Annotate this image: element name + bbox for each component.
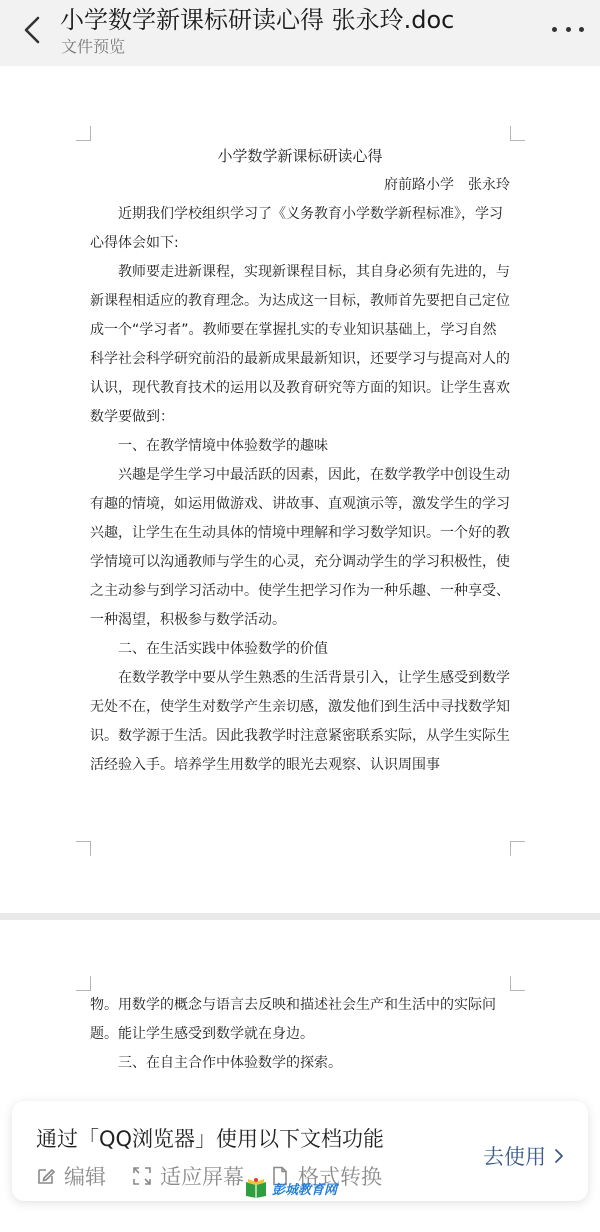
- edit-feature[interactable]: [36, 1161, 106, 1191]
- document-paragraph: 物。用数学的概念与语言去反映和描述社会生产和生活中的实际问题。能让学生感受到数学就在身边。: [90, 997, 496, 1042]
- top-bar: [0, 0, 600, 66]
- crop-mark: [76, 976, 91, 991]
- document-paragraph: 近期我们学校组织学习了《义务教育小学数学新程标准》，学习心得体会如下:: [90, 206, 503, 251]
- use-now-button[interactable]: [483, 1141, 564, 1171]
- crop-mark: [510, 976, 525, 991]
- document-paragraph: 在数学教学中要从学生熟悉的生活背景引入，让学生感受到数学无处不在，使学生对数学产生亲切感，激发他们到生活中寻找数学知识。数学源于生活。因此我教学时注意紧密联系实际，从学生实际生活经验入手。培养学生用数学的眼光去观察、认识周围事: [90, 670, 510, 773]
- crop-mark: [76, 841, 91, 856]
- edit-icon: [36, 1166, 56, 1186]
- document-paragraph: 教师要走进新课程，实现新课程目标，其自身必须有先进的，与新课程相适应的教育理念。为达成这一目标，教师首先要把自己定位成一个“学习者”。教师要在掌握扎实的专业知识基础上，学习自然科学社会科学研究前沿的最新成果最新知识，还要学习与提高对人的认识，现代教育技术的运用以及教育研究等方面的知识。让学生喜欢数学要做到：: [90, 264, 510, 425]
- use-now-label: 去使用: [483, 1145, 546, 1169]
- document-heading: 一、在教学情境中体验数学的趣味: [118, 438, 328, 454]
- fit-screen-feature[interactable]: [132, 1161, 244, 1191]
- watermark-text: 彭城教育网: [272, 1182, 338, 1198]
- more-dots-icon: [566, 27, 571, 32]
- file-subtitle: 文件预览: [61, 37, 126, 56]
- document-page-1[interactable]: [0, 66, 600, 913]
- more-dots-icon: [552, 27, 557, 32]
- document-author: 府前路小学 张永玲: [384, 177, 510, 193]
- document-body: [90, 991, 510, 1078]
- crop-mark: [76, 126, 91, 141]
- document-heading: 三、在自主合作中体验数学的探索。: [118, 1055, 342, 1071]
- file-title: 小学数学新课标研读心得 张永玲.doc: [60, 6, 455, 34]
- document-title: 小学数学新课标研读心得: [217, 147, 383, 165]
- back-button[interactable]: [14, 12, 50, 48]
- chevron-right-icon: [554, 1148, 564, 1164]
- edit-label: 编辑: [64, 1165, 106, 1189]
- format-convert-label: 格式转换: [298, 1165, 382, 1189]
- book-logo-icon: [244, 1177, 268, 1199]
- crop-mark: [510, 841, 525, 856]
- document-body: [90, 142, 510, 780]
- document-paragraph: 兴趣是学生学习中最活跃的因素，因此，在数学教学中创设生动有趣的情境，如运用做游戏、讲故事、直观演示等，激发学生的学习兴趣，让学生在生动具体的情境中理解和学习数学知识。一个好的教学情境可以沟通教师与学生的心灵，充分调动学生的学习积极性，使之主动参与到学习活动中。使学生把学习作为一种乐趣、一种享受、一种渴望，积极参与数学活动。: [90, 467, 510, 628]
- promo-text: 通过「QQ浏览器」使用以下文档功能: [36, 1127, 385, 1151]
- document-heading: 二、在生活实践中体验数学的价值: [118, 641, 328, 657]
- fit-screen-label: 适应屏幕: [160, 1165, 244, 1189]
- more-dots-icon: [579, 27, 584, 32]
- site-watermark: [244, 1177, 337, 1199]
- crop-mark: [510, 126, 525, 141]
- fit-screen-icon: [132, 1166, 152, 1186]
- back-chevron-icon: [21, 15, 43, 45]
- more-options-button[interactable]: [548, 14, 588, 44]
